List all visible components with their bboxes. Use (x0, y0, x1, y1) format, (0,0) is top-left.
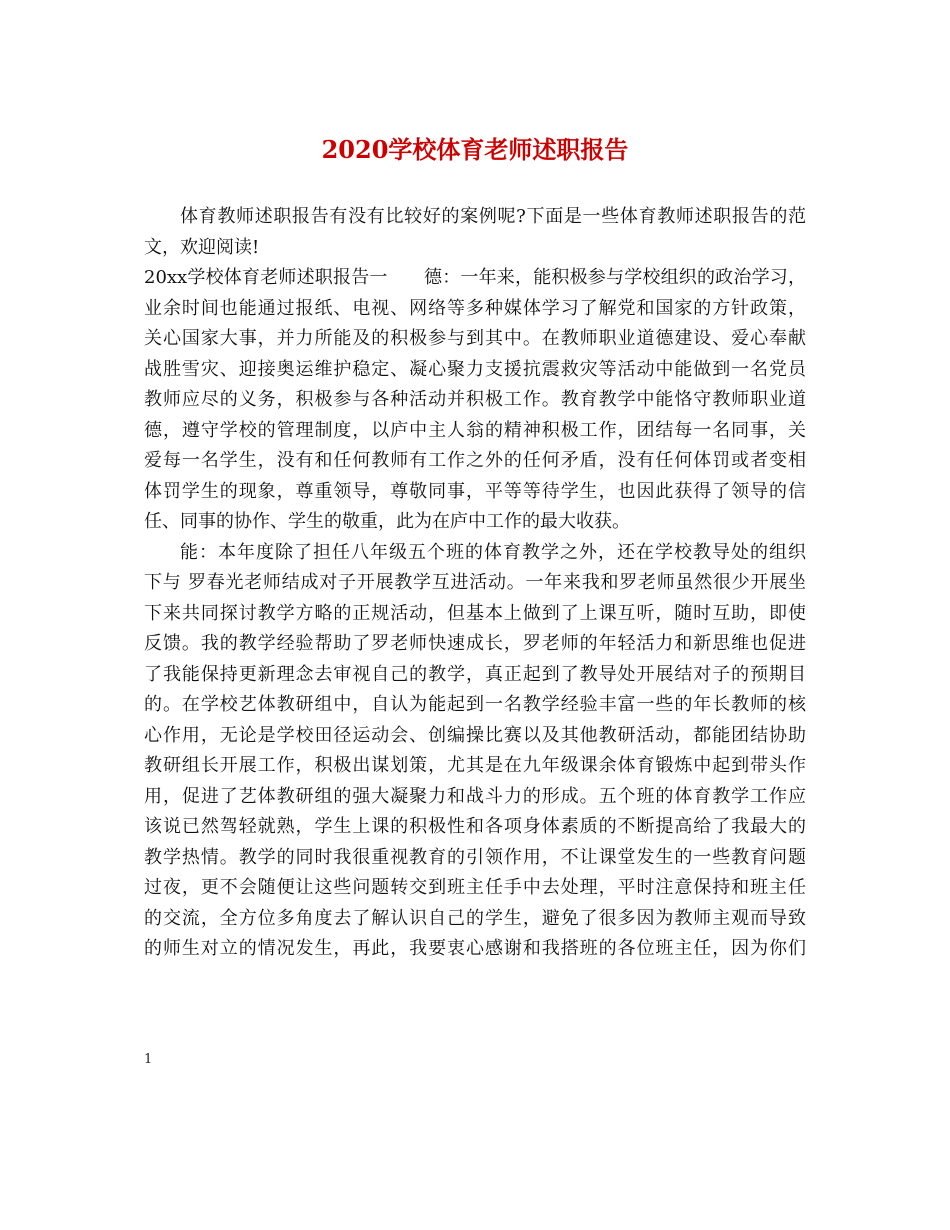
body-line-3: 20xx学校体育老师述职报告一 德：一年来，能积极参与学校组织的政治学习， (144, 267, 806, 288)
body-line-2: 文，欢迎阅读! (144, 236, 260, 258)
body-line-11: 任、同事的协作、学生的敬重，此为在庐中工作的最大收获。 (144, 511, 630, 532)
body-line-17: 的。在学校艺体教研组中，自认为能起到一名教学经验丰富一些的年长教师的核 (144, 694, 806, 715)
body-line-19: 教研组长开展工作，积极出谋划策，尤其是在九年级课余体育锻炼中起到带头作 (144, 755, 806, 776)
body-line-15: 反馈。我的教学经验帮助了罗老师快速成长，罗老师的年轻活力和新思维也促进 (144, 633, 806, 654)
body-line-1: 体育教师述职报告有没有比较好的案例呢?下面是一些体育教师述职报告的范 (180, 206, 806, 227)
body-line-9: 爱每一名学生，没有和任何教师有工作之外的任何矛盾，没有任何体罚或者变相 (144, 450, 806, 471)
body-line-25: 的师生对立的情况发生，再此，我要衷心感谢和我搭班的各位班主任，因为你们 (144, 938, 806, 959)
document-title: 2020学校体育老师述职报告 (321, 135, 629, 164)
body-line-23: 过夜，更不会随便让这些问题转交到班主任手中去处理，平时注意保持和班主任 (144, 877, 806, 898)
body-line-6: 战胜雪灾、迎接奥运维护稳定、凝心聚力支援抗震救灾等活动中能做到一名党员 (144, 358, 806, 380)
page-number: 1 (144, 1052, 153, 1067)
body-line-8: 德，遵守学校的管理制度，以庐中主人翁的精神积极工作，团结每一名同事，关 (144, 419, 806, 441)
body-line-4: 业余时间也能通过报纸、电视、网络等多种媒体学习了解党和国家的方针政策， (144, 297, 806, 319)
body-line-22: 教学热情。教学的同时我很重视教育的引领作用，不让课堂发生的一些教育问题 (144, 846, 806, 868)
document-body (144, 202, 806, 965)
body-line-16: 了我能保持更新理念去审视自己的教学，真正起到了教导处开展结对子的预期目 (144, 663, 806, 685)
body-line-5: 关心国家大事，并力所能及的积极参与到其中。在教师职业道德建设、爱心奉献 (144, 328, 806, 349)
body-line-10: 体罚学生的现象，尊重领导，尊敬同事，平等等待学生，也因此获得了领导的信 (144, 480, 806, 502)
body-line-24: 的交流，全方位多角度去了解认识自己的学生，避免了很多因为教师主观而导致 (144, 907, 806, 929)
body-line-14: 下来共同探讨教学方略的正规活动，但基本上做到了上课互听，随时互助，即使 (144, 602, 806, 624)
body-line-13: 下与 罗春光老师结成对子开展教学互进活动。一年来我和罗老师虽然很少开展坐 (144, 572, 806, 593)
body-line-12: 能：本年度除了担任八年级五个班的体育教学之外，还在学校教导处的组织 (180, 541, 806, 563)
body-line-20: 用，促进了艺体教研组的强大凝聚力和战斗力的形成。五个班的体育教学工作应 (144, 785, 806, 807)
body-line-21: 该说已然驾轻就熟，学生上课的积极性和各项身体素质的不断提高给了我最大的 (144, 816, 806, 837)
body-line-7: 教师应尽的义务，积极参与各种活动并积极工作。教育教学中能恪守教师职业道 (144, 389, 806, 410)
body-line-18: 心作用，无论是学校田径运动会、创编操比赛以及其他教研活动，都能团结协助 (144, 724, 806, 746)
